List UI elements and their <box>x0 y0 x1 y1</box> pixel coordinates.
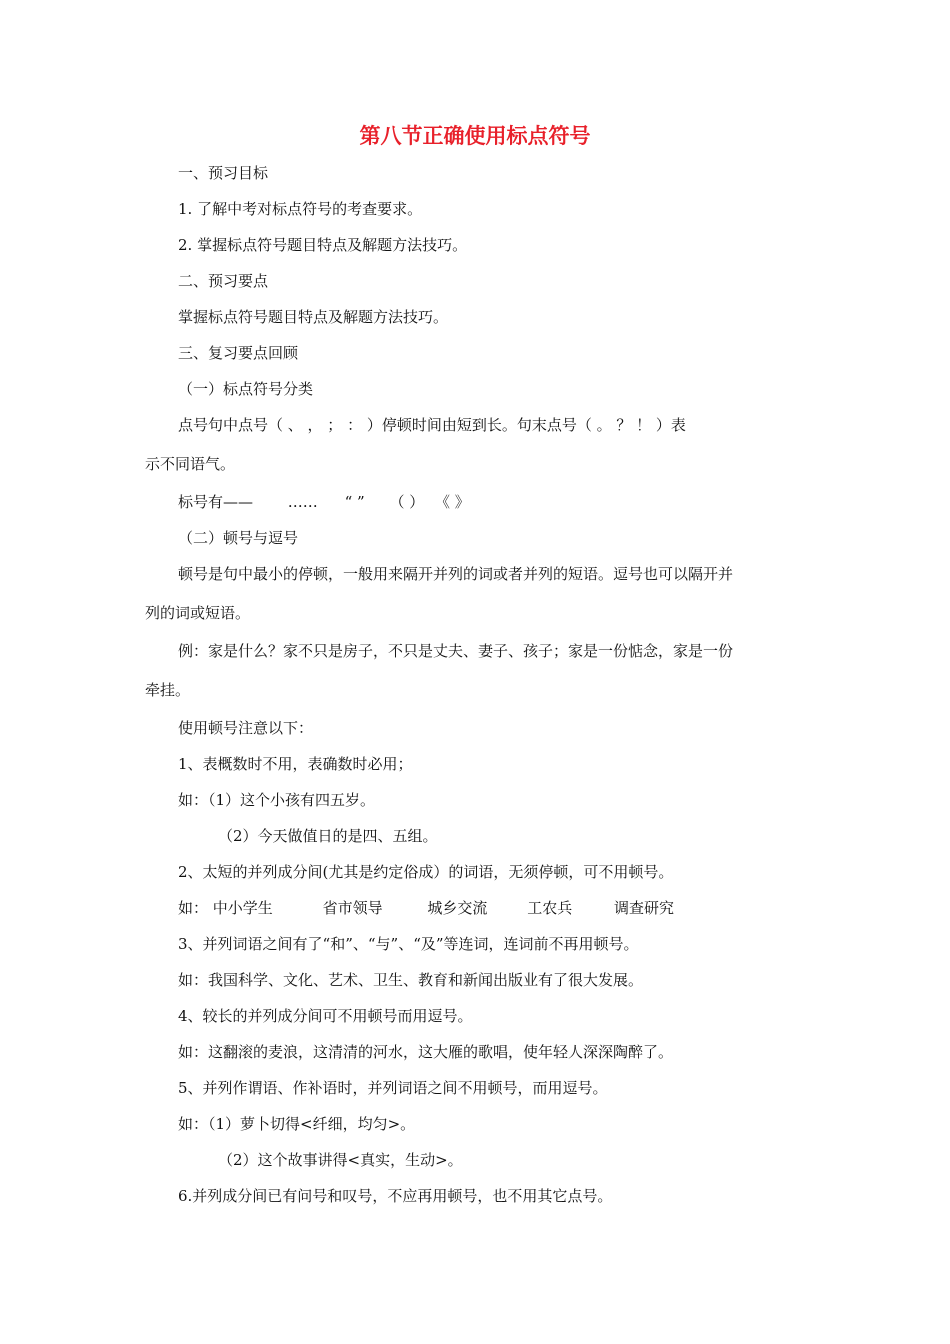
biaohao-mark-quotes: “ ” <box>344 493 365 511</box>
preview-point-text: 掌握标点符号题目特点及解题方法技巧。 <box>178 308 449 326</box>
example-family-line1: 例：家是什么？家不只是房子，不只是丈夫、妻子、孩子；家是一份惦念，家是一份 <box>178 642 734 660</box>
rule-3: 3、并列词语之间有了“和”、“与”、“及”等连词，连词前不再用顿号。 <box>178 935 639 953</box>
rule-4: 4、较长的并列成分间可不用顿号而用逗号。 <box>178 1007 473 1025</box>
paragraph-dianhao-line2: 示不同语气。 <box>145 455 236 473</box>
heading-preview-points: 二、预习要点 <box>178 272 269 290</box>
rule-2-example <box>178 897 674 919</box>
example-family-line2: 牵挂。 <box>145 681 191 699</box>
rule-2-word-5: 调查研究 <box>613 899 674 917</box>
rule-2-example-label: 如： <box>178 899 209 917</box>
page-title: 第八节正确使用标点符号 <box>359 124 591 148</box>
rule-3-example: 如：我国科学、文化、艺术、卫生、教育和新闻出版业有了很大发展。 <box>178 971 644 989</box>
paragraph-dunhao-line2: 列的词或短语。 <box>145 604 251 622</box>
heading-preview-goals: 一、预习目标 <box>178 164 269 182</box>
rule-2-word-1: 中小学生 <box>212 899 273 917</box>
rule-4-example: 如：这翻滚的麦浪，这清清的河水，这大雁的歌唱，使年轻人深深陶醉了。 <box>178 1043 674 1061</box>
rule-2-word-4: 工农兵 <box>527 899 573 917</box>
biaohao-mark-parens: （ ） <box>389 493 425 511</box>
heading-review: 三、复习要点回顾 <box>178 344 299 362</box>
rule-5-example-2: （2）这个故事讲得<真实，生动>。 <box>218 1151 463 1169</box>
rule-2-word-2: 省市领导 <box>322 899 383 917</box>
goal-item-1: 1. 了解中考对标点符号的考查要求。 <box>178 200 423 218</box>
biaohao-mark-ellipsis: …… <box>287 493 318 511</box>
rule-2: 2、太短的并列成分间(尤其是约定俗成）的词语，无须停顿，可不用顿号。 <box>178 863 674 881</box>
biaohao-row <box>178 491 470 513</box>
paragraph-dunhao-line1: 顿号是句中最小的停顿，一般用来隔开并列的词或者并列的短语。逗号也可以隔开并 <box>178 565 734 583</box>
biaohao-mark-book: 《 》 <box>435 493 470 511</box>
rule-2-word-3: 城乡交流 <box>427 899 488 917</box>
rule-1: 1、表概数时不用，表确数时必用； <box>178 755 413 773</box>
paragraph-dianhao-line1: 点号句中点号（ 、 ， ； ： ）停顿时间由短到长。句末点号（ 。 ？ ！ ）表 <box>178 416 686 434</box>
goal-item-2: 2. 掌握标点符号题目特点及解题方法技巧。 <box>178 236 468 254</box>
rule-1-example-2: （2）今天做值日的是四、五组。 <box>218 827 438 845</box>
subheading-dunhao-douhao: （二）顿号与逗号 <box>178 529 299 547</box>
rule-1-example-1: 如：（1）这个小孩有四五岁。 <box>178 791 376 809</box>
biaohao-label: 标号有—— <box>178 493 254 511</box>
rule-6: 6.并列成分间已有问号和叹号，不应再用顿号，也不用其它点号。 <box>178 1187 613 1205</box>
rule-5: 5、并列作谓语、作补语时，并列词语之间不用顿号，而用逗号。 <box>178 1079 608 1097</box>
dunhao-notes-heading: 使用顿号注意以下： <box>178 719 314 737</box>
rule-5-example-1: 如：（1）萝卜切得<纤细，均匀>。 <box>178 1115 416 1133</box>
subheading-classification: （一）标点符号分类 <box>178 380 314 398</box>
